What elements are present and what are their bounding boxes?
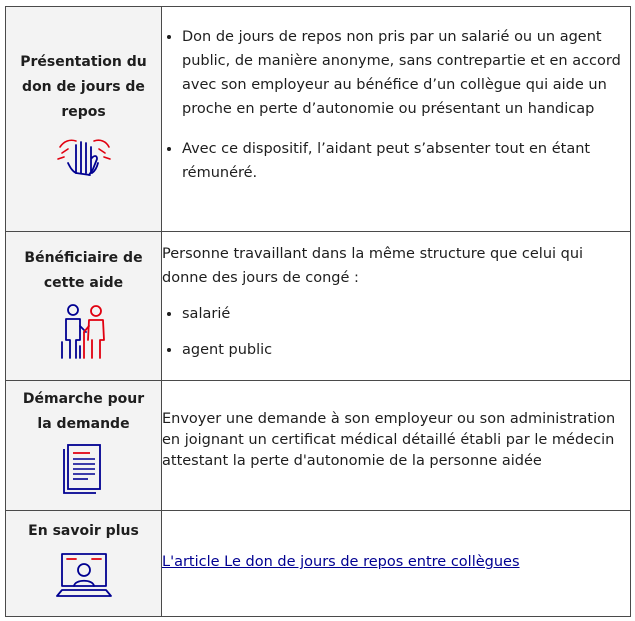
request-text: Envoyer une demande à son employeur ou son administration en joignant un certificat médical détaillé établi par le médecin attestant la perte d'autonomie de la personne aidée bbox=[162, 411, 616, 469]
row-label-cell bbox=[6, 232, 162, 381]
row-content-cell bbox=[162, 511, 631, 617]
row-label: Bénéficiaire de cette aide bbox=[24, 250, 143, 291]
info-table bbox=[5, 6, 631, 617]
list-item-text: Avec ce dispositif, l’aidant peut s’absenter tout en étant rémunéré. bbox=[182, 141, 591, 181]
beneficiary-intro: Personne travaillant dans la même structure que celui qui donne des jours de congé : bbox=[162, 246, 584, 286]
table-row bbox=[6, 381, 631, 511]
row-label-cell bbox=[6, 511, 162, 617]
list-item bbox=[182, 302, 630, 326]
row-label: En savoir plus bbox=[28, 523, 139, 539]
row-label: Présentation du don de jours de repos bbox=[20, 54, 147, 120]
beneficiary-list bbox=[162, 290, 630, 362]
list-item-text: Don de jours de repos non pris par un salarié ou un agent public, de manière anonyme, sans contrepartie et en accord avec son employeur au bénéfice d’un collègue qui aide un proche en perte d’autonomie ou présentant un handicap bbox=[182, 29, 621, 117]
row-label: Démarche pour la demande bbox=[22, 391, 145, 432]
list-item bbox=[182, 137, 630, 185]
list-item-text: salarié bbox=[182, 306, 231, 322]
list-item bbox=[182, 25, 630, 121]
list-item bbox=[182, 338, 630, 362]
table-row bbox=[6, 511, 631, 617]
list-item-text: agent public bbox=[182, 342, 273, 358]
document-icon bbox=[62, 443, 106, 495]
row-content-cell bbox=[162, 381, 631, 511]
article-link[interactable]: L'article Le don de jours de repos entre collègues bbox=[162, 554, 520, 570]
row-label-cell bbox=[6, 381, 162, 511]
table-row bbox=[6, 232, 631, 381]
presentation-list bbox=[162, 7, 630, 185]
computer-user-icon bbox=[56, 552, 112, 598]
row-label-cell bbox=[6, 7, 162, 232]
row-content-cell bbox=[162, 232, 631, 381]
raised-hands-icon bbox=[54, 133, 114, 179]
table-row bbox=[6, 7, 631, 232]
caregiver-with-elderly-icon bbox=[54, 302, 114, 362]
row-content-cell bbox=[162, 7, 631, 232]
